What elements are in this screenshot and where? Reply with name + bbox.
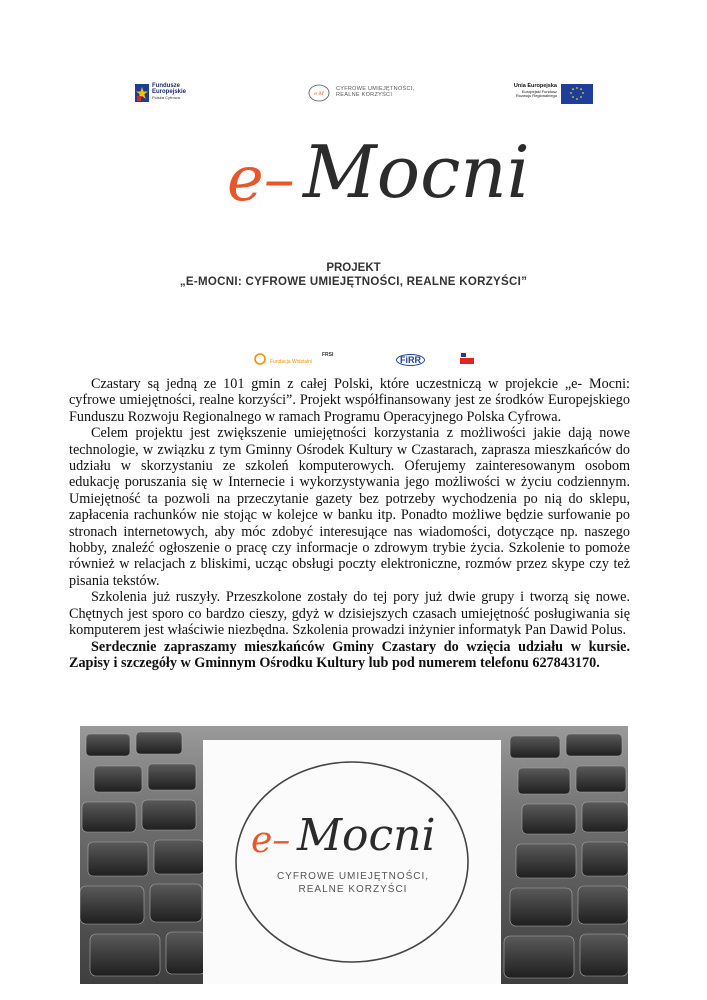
article-paragraph-3: Szkolenia już ruszyły. Przeszkolone zostały do tej pory już dwie grupy i tworzą się nowe. Chętnych jest sporo co bardzo cieszy, gdyż w dzisiejszych czasach umiejętność posługiwania się komputerem jest właściwie niezbędna. Szkolenia prowadzi inżynier informatyk Pan Dawid Polus.: [69, 589, 630, 639]
fe-logo: [135, 82, 215, 106]
partner-flag-icon: [460, 352, 474, 364]
logo-prefix: e–: [227, 142, 295, 215]
project-label: PROJEKT: [326, 262, 381, 274]
article-body: [69, 376, 630, 671]
photo-logo-tagline: [243, 870, 463, 896]
article-paragraph-2: Celem projektu jest zwiększenie umiejętności korzystania z możliwości jakie dają nowe technologie, w związku z tym Gminny Ośrodek Kultury w Czastarach, zaprasza mieszkańców do udziału w skorzystaniu ze szkoleń komputerowych. Oferujemy zainteresowanym osobom edukację poruszania się w Internecie i wykorzystywania jego możliwości w życiu codziennym. Umiejętność ta pozwoli na przeczytanie gazety bez potrzeby wychodzenia po nią do sklepu, zapłacenia rachunków nie stojąc w kolejce w banku itp. Ponadto możliwe będzie surfowanie po stronach internetowych, aby móc zdobyć interesujące nas wiadomości, dotyczące np. naszego hobby, znaleźć ogłoszenie o pracę czy informacje o zdrowym trybie życia. Szkolenie to pomoże również w relacjach z bliskimi, ucząc obsługi poczty elektroniczne, rozmów przez skype czy też pisania tekstów.: [69, 425, 630, 589]
photo-tagline-2: REALNE KORZYŚCI: [298, 884, 408, 895]
fe-line2: Europejskie: [152, 89, 187, 96]
partner-frsi: [322, 352, 333, 358]
photo-logo-name: Mocni: [297, 810, 436, 861]
emocni-logo: [225, 128, 530, 218]
ue-line2: Europejski Fundusz: [521, 88, 557, 94]
partner-widzialni: [254, 350, 312, 368]
partner-logos: [250, 350, 490, 368]
project-heading: [100, 262, 607, 288]
keyboard-photo: [80, 726, 628, 984]
fe-line1: Fundusze: [152, 83, 180, 89]
article-paragraph-4: Serdecznie zapraszamy mieszkańców Gminy Czastary do wzięcia udziału w kursie. Zapisy i szczegóły w Gminnym Ośrodku Kultury lub pod numerem telefonu 627843170.: [69, 638, 630, 671]
cu-line1: CYFROWE UMIEJĘTNOŚCI,: [336, 86, 415, 92]
fe-star-icon: [135, 84, 149, 102]
article-paragraph-1: Czastary są jedną ze 101 gmin z całej Polski, które uczestniczą w projekcie „e- Mocni: cyfrowe umiejętności, realne korzyści”. Projekt współfinansowany jest ze środków Europejskiego Funduszu Rozwoju Regionalnego w ramach Programu Operacyjnego Polska Cyfrowa.: [69, 376, 630, 425]
svg-text:e-M: e-M: [314, 91, 324, 97]
partner-p2: FRSI: [322, 352, 334, 358]
photo-tagline-1: CYFROWE UMIEJĘTNOŚCI,: [276, 871, 430, 882]
partner-firr: [396, 350, 425, 368]
partner-p3: FiRR: [396, 354, 425, 366]
logo-name: Mocni: [303, 130, 530, 214]
project-name: „E-MOCNI: CYFROWE UMIEJĘTNOŚCI, REALNE KORZYŚCI”: [179, 276, 528, 288]
ue-line3: Rozwoju Regionalnego: [515, 92, 557, 98]
photo-logo-card: [203, 740, 501, 984]
photo-logo-prefix: e–: [251, 820, 291, 861]
photo-logo-wordmark: [251, 806, 471, 866]
eu-flag-icon: [561, 84, 593, 104]
cu-line2: REALNE KORZYŚCI: [336, 91, 393, 98]
widzialni-icon: [254, 353, 266, 365]
emocni-badge-icon: [308, 84, 330, 102]
cu-logo: [308, 84, 428, 104]
fe-line3: Polska Cyfrowa: [152, 94, 180, 100]
ue-line1: Unia Europejska: [513, 83, 557, 89]
partner-p1: Fundacja Widzialni: [270, 359, 312, 365]
ue-logo: [490, 84, 595, 106]
